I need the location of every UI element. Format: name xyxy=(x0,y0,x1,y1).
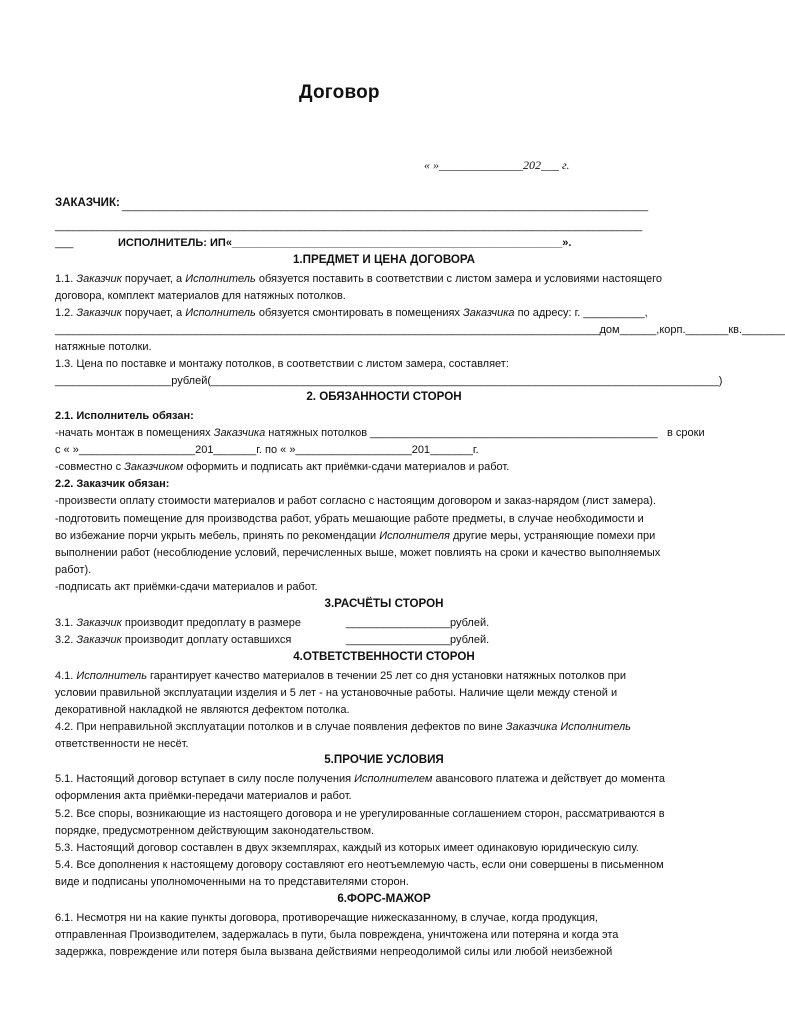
clause-2-2-line-6: -подписать акт приёмки-сдачи материалов и работ. xyxy=(55,581,318,593)
clause-2-2-line-5: работ). xyxy=(55,564,92,576)
clause-6-1-line-2: отправленная Производителем, задержалась в пути, была повреждена, уничтожена или потеряна и когда эта xyxy=(55,929,619,941)
clause-2-2-line-4: выполнении работ (несоблюдение условий, перечисленных выше, может повлиять на сроки и качество выполняемых xyxy=(55,547,661,559)
clause-5-4-line-1: 5.4. Все дополнения к настоящему договору составляют его неотъемлемую часть, если они совершены в письменном xyxy=(55,859,664,871)
clause-2-2-title: 2.2. Заказчик обязан: xyxy=(55,478,170,490)
clause-1-3-line-1: 1.3. Цена по поставке и монтажу потолков, в соответствии с листом замера, составляет: xyxy=(55,358,509,370)
clause-5-2-line-2: порядке, предусмотренном действующим законодательством. xyxy=(55,825,375,837)
section-3-heading: 3.РАСЧЁТЫ СТОРОН xyxy=(324,597,444,610)
section-1-heading: 1.ПРЕДМЕТ И ЦЕНА ДОГОВОРА xyxy=(292,253,476,266)
clause-2-1-line-1: -начать монтаж в помещениях Заказчика натяжных потолков _______________________________________________ xyxy=(55,427,658,439)
clause-4-2-line-2: ответственности не несёт. xyxy=(55,738,189,750)
customer-underline: ______________________________________________________________________________________ xyxy=(122,200,649,212)
clause-2-2-line-1: -произвести оплату стоимости материалов и работ согласно с настоящим договором и заказ-нарядом (лист замера). xyxy=(55,495,656,507)
clause-2-1-deadline-label: в сроки xyxy=(667,427,705,439)
clause-5-1-line-2: оформления акта приёмки-передачи материалов и работ. xyxy=(55,790,352,802)
clause-2-2-line-2: -подготовить помещение для производства работ, убрать мешающие работе предметы, в случае необходимости и xyxy=(55,513,644,525)
clause-1-2-line-1: 1.2. Заказчик поручает, а Исполнитель обязуется смонтировать в помещениях Заказчика по адресу: г. __________, xyxy=(55,307,648,319)
clause-6-1-line-1: 6.1. Несмотря ни на какие пункты договора, противоречащие нижесказанному, в случае, когда продукция, xyxy=(55,912,598,924)
clause-4-1-line-3: декоративной накладкой не являются дефектом потолка. xyxy=(55,704,350,716)
date-line: « »______________202___ г. xyxy=(424,158,570,172)
clause-6-1-line-3: задержка, повреждение или потеря была вызвана действиями непреодолимой силы или любой неизбежной xyxy=(55,946,613,958)
section-6-heading: 6.ФОРС-МАЖОР xyxy=(337,892,431,905)
section-4-heading: 4.ОТВЕТСТВЕННОСТИ СТОРОН xyxy=(293,650,475,663)
executor-left-blank: ___ xyxy=(55,237,74,249)
clause-1-2-line-2: _________________________________________________________________________________________дом______,корп._______кв._______ xyxy=(55,324,785,336)
clause-3-1-amount: _________________рублей. xyxy=(346,617,490,629)
section-2-heading: 2. ОБЯЗАННОСТИ СТОРОН xyxy=(306,390,462,403)
clause-1-1-line-2: договора, комплект материалов для натяжных потолков. xyxy=(55,290,346,302)
clause-1-1-line-1: 1.1. Заказчик поручает, а Исполнитель обязуется поставить в соответствии с листом замера и условиями настоящего xyxy=(55,273,662,285)
clause-2-2-line-3: во избежание порчи укрыть мебель, принять по рекомендации Исполнителя другие меры, устраняющие помехи при xyxy=(55,530,656,542)
clause-5-1-line-1: 5.1. Настоящий договор вступает в силу после получения Исполнителем авансового платежа и действует до момента xyxy=(55,773,666,785)
clause-2-1-dates: с « »___________________201_______г. по « »___________________201_______г. xyxy=(55,444,479,456)
clause-4-2-line-1: 4.2. При неправильной эксплуатации потолков и в случае появления дефектов по вине Заказчика Исполнитель xyxy=(55,721,631,733)
clause-2-1-line-2: -совместно с Заказчиком оформить и подписать акт приёмки-сдачи материалов и работ. xyxy=(55,461,510,473)
clause-4-1-line-1: 4.1. Исполнитель гарантирует качество материалов в течении 25 лет со дня установки натяжных потолков при xyxy=(55,670,626,682)
customer-underline-2: ________________________________________________________________________________________________ xyxy=(55,220,643,232)
clause-4-1-line-2: условии правильной эксплуатации изделия и 5 лет - на установочные работы. Наличие щели между стеной и xyxy=(55,687,618,699)
section-5-heading: 5.ПРОЧИЕ УСЛОВИЯ xyxy=(324,753,444,766)
document-title: Договор xyxy=(299,82,380,103)
executor-line: ИСПОЛНИТЕЛЬ: ИП«______________________________________________________». xyxy=(118,237,572,249)
clause-5-4-line-2: виде и подписаны уполномоченными на то представителями сторон. xyxy=(55,876,409,888)
customer-label: ЗАКАЗЧИК: xyxy=(55,197,120,209)
clause-1-3-line-2: ___________________рублей(___________________________________________________________________________________) xyxy=(55,375,723,387)
clause-2-1-title: 2.1. Исполнитель обязан: xyxy=(55,410,194,422)
clause-3-2: 3.2. Заказчик производит доплату оставшихся xyxy=(55,634,292,646)
clause-3-1: 3.1. Заказчик производит предоплату в размере xyxy=(55,617,301,629)
clause-3-2-amount: _________________рублей. xyxy=(346,634,490,646)
clause-1-2-line-3: натяжные потолки. xyxy=(55,341,152,353)
clause-5-3: 5.3. Настоящий договор составлен в двух экземплярах, каждый из которых имеет одинаковую юридическую силу. xyxy=(55,842,639,854)
clause-5-2-line-1: 5.2. Все споры, возникающие из настоящего договора и не урегулированные соглашением сторон, рассматриваются в xyxy=(55,808,665,820)
